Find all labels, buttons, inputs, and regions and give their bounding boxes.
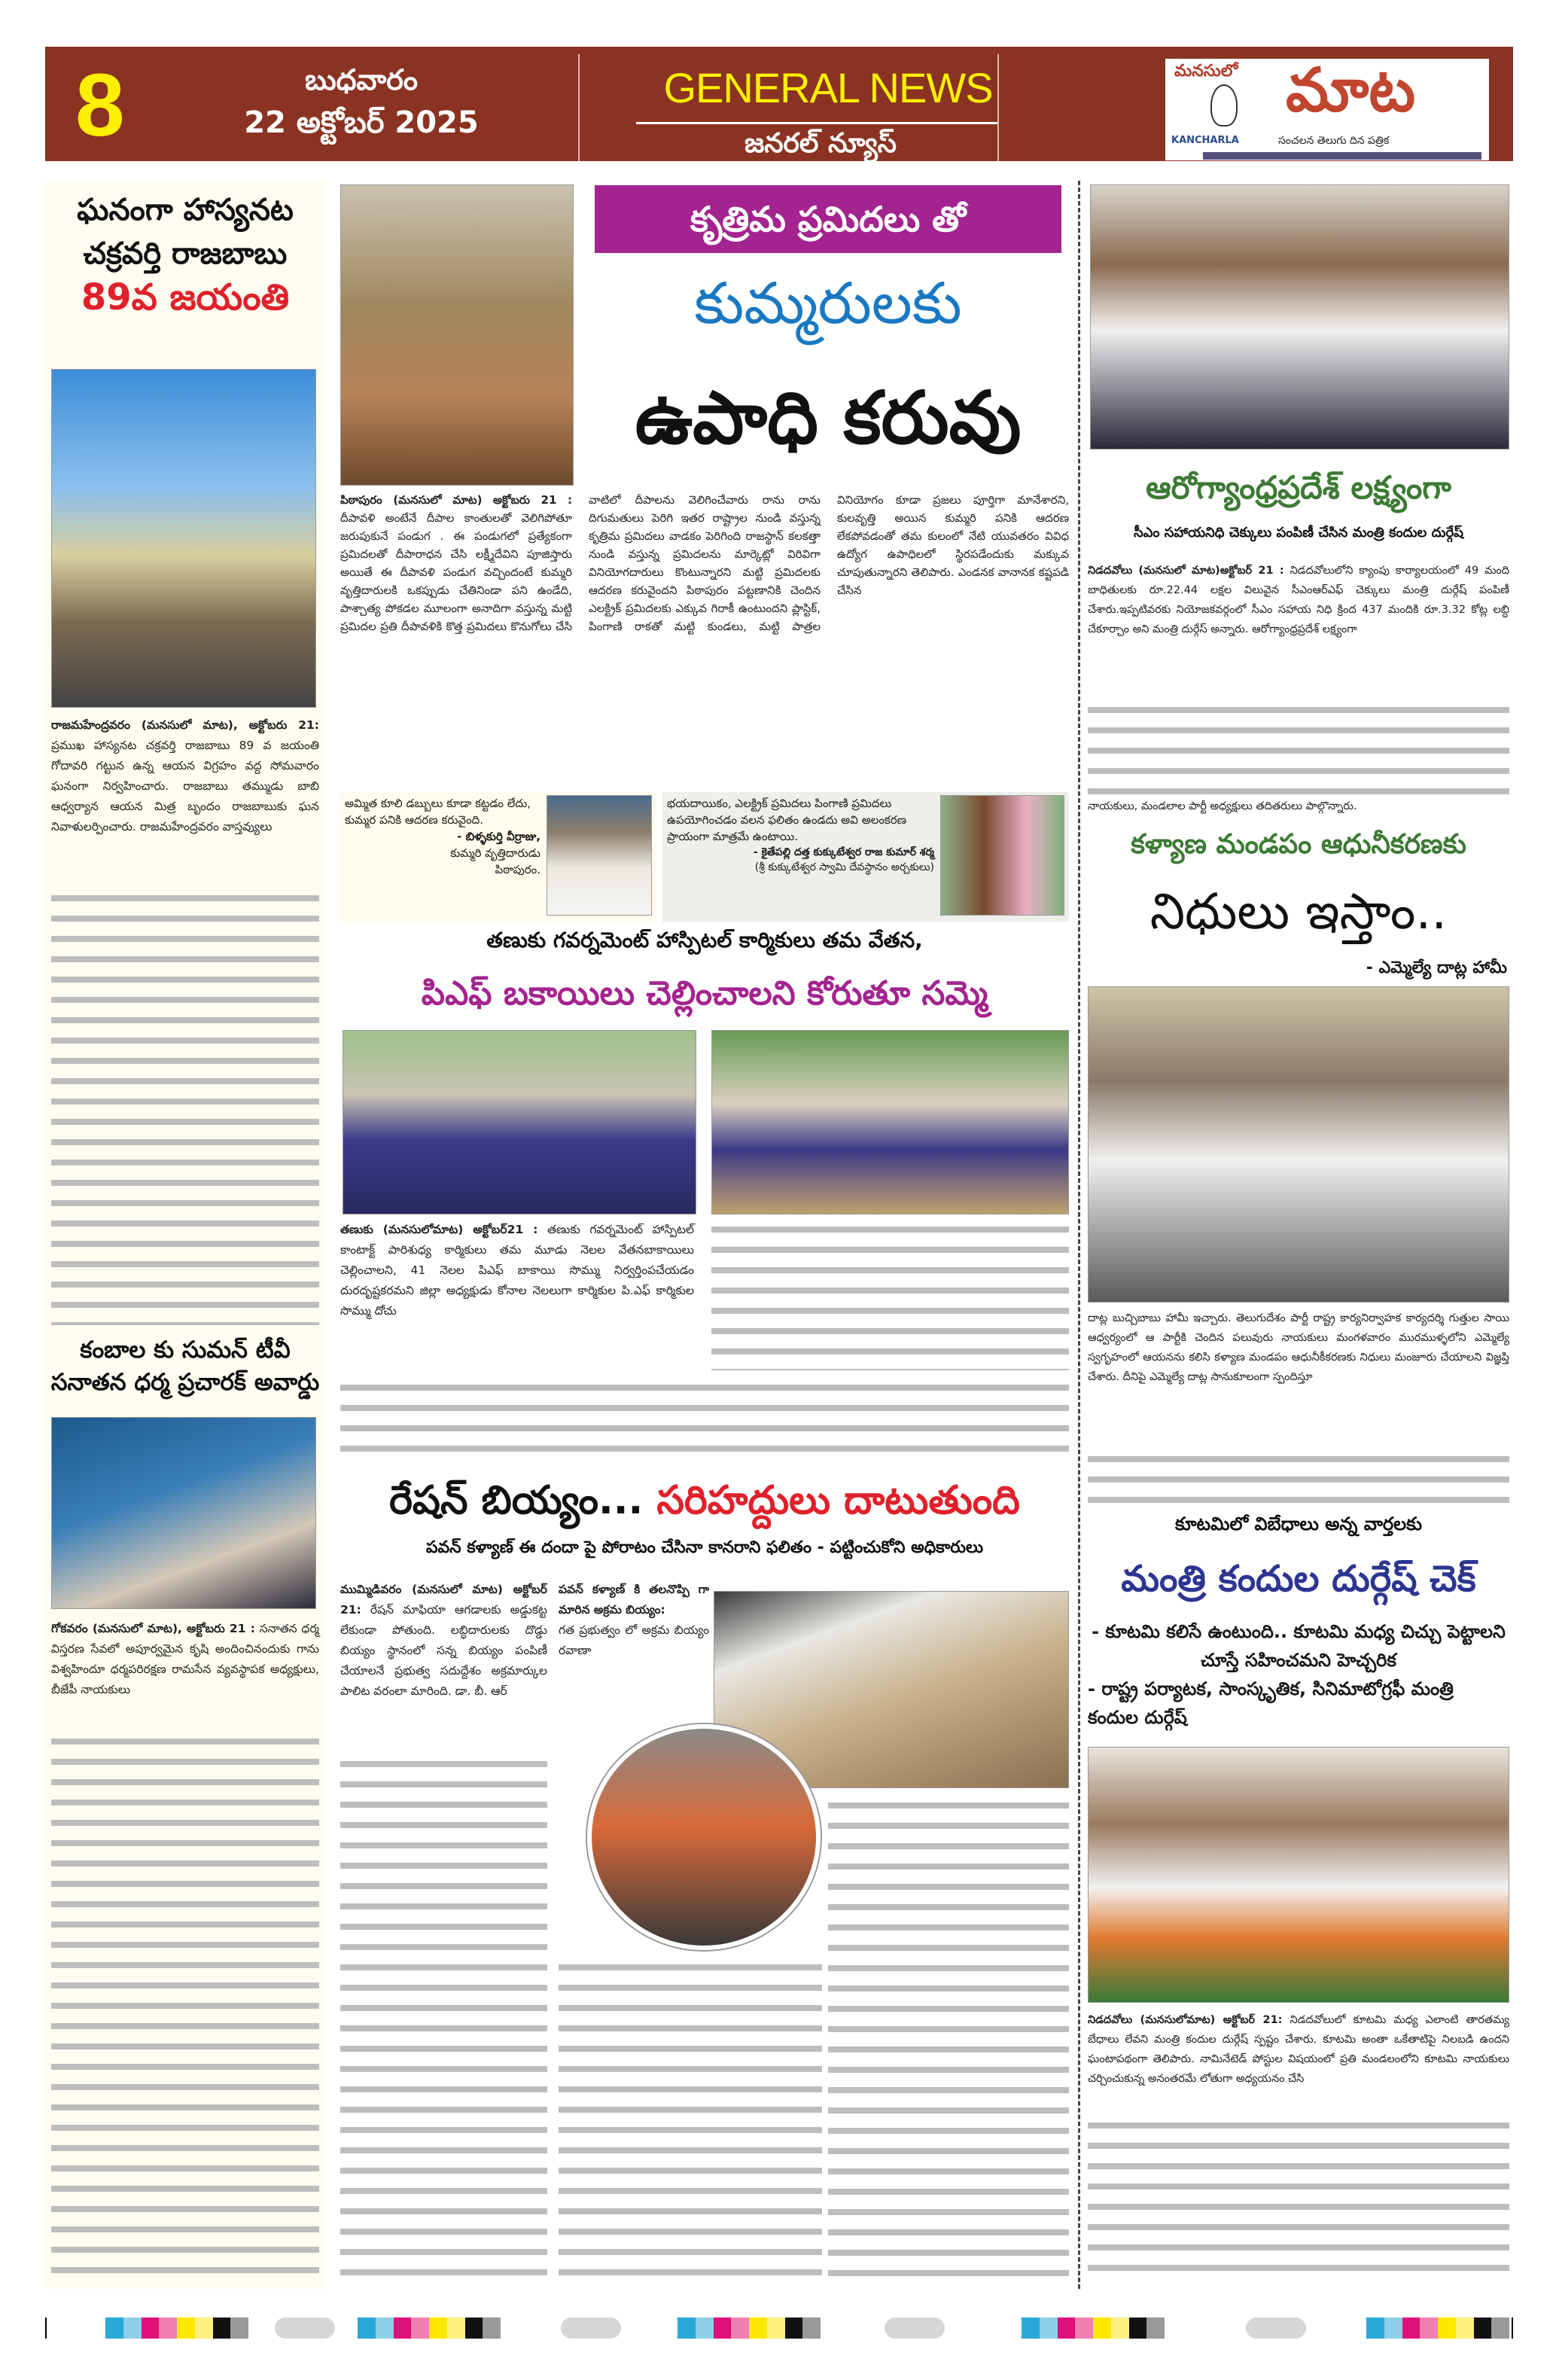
sidebar-box bbox=[559, 1580, 709, 1661]
body-text-continuation bbox=[340, 1378, 1069, 1461]
print-color-bars bbox=[45, 2318, 1513, 2339]
quote-box-potter bbox=[340, 792, 656, 922]
dateline: గోకవరం (మనసులో మాట), అక్టోబరు 21 : bbox=[51, 1622, 255, 1635]
masthead bbox=[45, 47, 1513, 161]
article-kambala bbox=[49, 1336, 321, 1397]
photo-rajababu-statue bbox=[51, 369, 316, 708]
article-body bbox=[51, 715, 319, 837]
article-body bbox=[51, 1619, 319, 1700]
article-body bbox=[1088, 561, 1509, 639]
body-text-continuation bbox=[559, 1958, 822, 2281]
color-swatch bbox=[1022, 2318, 1165, 2339]
body-text: ప్రముఖ హాస్యనట చక్రవర్తి రాజబాబు 89 వ జయంతి గోదావరి గట్టున ఉన్న ఆయన విగ్రహం వద్ద సోమవారం ఘనంగా నిర్వహించారు. రాజబాబు తమ్ముడు బాబి ఆధ్వర్యాన ఆయన మిత్ర బృందం రాజబాబుకు ఘన నివాళులర్పించారు. రాజమహేంద్రవరం వాస్తవ్యులు bbox=[51, 739, 319, 833]
issue-day: బుధవారం bbox=[304, 63, 419, 96]
dateline: తణుకు (మనసులోమాట) అక్టోబర్21 : bbox=[340, 1223, 538, 1236]
logo-main-text: మాట bbox=[1286, 55, 1416, 125]
logo-brand: KANCHARLA bbox=[1171, 135, 1239, 146]
column-rule bbox=[1078, 181, 1080, 2289]
dateline: ముమ్మిడివరం (మనసులో మాట) అక్టోబర్ 21: bbox=[340, 1583, 547, 1617]
dateline: పిఠాపురం (మనసులో మాట) అక్టోబరు 21 : bbox=[340, 493, 572, 507]
quote-name: - బిళ్ళకుర్తి వీర్రాజు, bbox=[457, 830, 540, 843]
body-text-continuation bbox=[51, 1732, 319, 2281]
color-swatch bbox=[358, 2318, 501, 2339]
crop-mark-icon bbox=[45, 2318, 47, 2339]
photo-award-ceremony bbox=[51, 1417, 316, 1609]
headline: ఆరోగ్యాంధ్రప్రదేశ్ లక్ష్యంగా bbox=[1146, 469, 1451, 506]
body-text-continuation bbox=[828, 1796, 1069, 2281]
dateline: రాజమహేంద్రవరం (మనసులో మాట), అక్టోబరు 21: bbox=[51, 718, 319, 732]
quote-name: - కైతేపల్లి దత్త కుక్కుటేశ్వర రాజ కుమార్ శర్మ bbox=[753, 846, 934, 858]
divider bbox=[997, 54, 999, 161]
body-text: రేషన్ మాఫియా ఆగడాలకు అడ్డుకట్ట లేకుండా పోతుంది. లబ్ధిదారులకు దొడ్డు బియ్యం స్థానంలో సన్న బియ్యం పంపిణీ చేయాలనే ప్రభుత్వ సదుద్దేశం అక్రమార్కుల పాలిట వరంలా మారింది. డా. బీ. ఆర్ bbox=[340, 1603, 547, 1698]
article-body bbox=[340, 491, 1069, 635]
issue-date: 22 అక్టోబర్ 2025 bbox=[244, 105, 479, 140]
headline: మంత్రి కందుల దుర్గేష్ చెక్ bbox=[1121, 1558, 1476, 1600]
body-text: నిడదవోలులో కూటమి మధ్య ఎలాంటి తారతమ్య బేధాలు లేవని మంత్రి కందుల దుర్గేష్ స్పష్టం చేశారు. కూటమి అంతా ఒకేతాటిపై నిలబడి ఉందని ఘంటాపథంగా తెలిపారు. నామినేటెడ్ పోస్టుల విషయంలో ప్రతి మండలంలోని కూటమి నాయకులు చర్చించుకున్న అనంతరమే లోతుగా అధ్యయనం చేసి bbox=[1088, 2014, 1510, 2085]
gray-chip bbox=[1246, 2318, 1306, 2339]
kicker: కళ్యాణ మండపం ఆధునీకరణకు bbox=[1131, 829, 1466, 860]
dateline: నిడదవోలు (మనసులోమాట) అక్టోబర్ 21: bbox=[1088, 2014, 1283, 2026]
article-body bbox=[1088, 2010, 1509, 2089]
divider bbox=[578, 54, 580, 161]
headline-part-red: సరిహద్దులు దాటుతుంది bbox=[656, 1478, 1020, 1523]
body-text-continuation bbox=[711, 1220, 1069, 1370]
article-body: దాట్ల బుచ్చిబాబు హామీ ఇచ్చారు. తెలుగుదేశం పార్టీ రాష్ట్ర కార్యనిర్వాహక కార్యదర్శి గుత్తుల సాయి ఆధ్వర్యంలో ఆ పార్టీకి చెందిన పలువురు నాయకులు మంగళవారం మురముళ్ళలోని ఎమ్మెల్యే స్వగృహంలో ఆయనను కలిసి కళ్యాణ మండపం ఆధునీకీకరణకు నిధులు మంజూరు చేయాలని విజ్ఞప్తి చేశారు. దీనిపై ఎమ్మెల్యే దాట్ల సానుకూలంగా స్పందిస్తూ bbox=[1088, 1312, 1509, 1383]
article-body bbox=[340, 1580, 547, 1702]
body-text-continuation bbox=[1088, 1449, 1509, 1506]
photo-clay-lamps bbox=[340, 184, 574, 486]
page-number: 8 bbox=[75, 56, 125, 155]
headline: ఘనంగా హాస్యనట bbox=[77, 193, 294, 227]
newspaper-logo bbox=[1165, 55, 1489, 160]
body-text-continuation bbox=[340, 1754, 547, 2281]
quote-place: పిఠాపురం. bbox=[495, 863, 540, 876]
byline: - ఎమ్మెల్యే దాట్ల హామీ bbox=[1366, 958, 1507, 977]
body-text: తణుకు గవర్నమెంట్ హాస్పిటల్ కాంటాక్ట్ పారిశుధ్య కార్మికులు తమ మూడు నెలల వేతనబాకాయిలు చెల్లించాలని, 41 నెలల పిఎఫ్ బాకాయి సొమ్ము నిర్వర్తింపచేయడం దురదృష్టకరమని జిల్లా అధ్యక్షుడు కోనాల నెలలుగా కార్మికుల పి.ఎఫ్ కార్మికుల సొమ్ము దోచు bbox=[340, 1223, 694, 1318]
side-body: గత ప్రభుత్వం లో అక్రమ బియ్యం రవాణా bbox=[559, 1623, 709, 1657]
section-title-te: జనరల్ న్యూస్ bbox=[744, 128, 897, 159]
gray-chip bbox=[275, 2318, 335, 2339]
section-title-en: GENERAL NEWS bbox=[663, 64, 993, 111]
headline-part-black: రేషన్ బియ్యం... bbox=[389, 1478, 644, 1523]
photo-priest bbox=[940, 795, 1064, 916]
photo-cheque-distribution bbox=[1090, 184, 1509, 449]
headline: కంబాల కు సుమన్ టీవీ bbox=[80, 1336, 291, 1364]
logo-small-text: మనసులో bbox=[1174, 62, 1238, 81]
body-text: నిడదవోలులోని క్యాంపు కార్యాలయంలో 49 మంది బాధితులకు రూ.22.44 లక్షల విలువైన సీఎంఆర్ఎఫ్ చెక్కులు మంత్రి దుర్గేష్ పంపిణీ చేశారు.ఇప్పటివరకు నియోజకవర్గంలో సీఎం సహాయ నిధి క్రింద 437 మందికి రూ.3.32 కోట్ల లబ్ధి చేకూర్చాం అని మంత్రి దుర్గేస్ అన్నారు. ఆరోగ్యాంధ్రప్రదేశ్ లక్ష్యంగా bbox=[1088, 565, 1510, 635]
color-swatch bbox=[105, 2318, 248, 2339]
article-body bbox=[340, 1220, 694, 1321]
headline: చక్రవర్తి రాజబాబు bbox=[83, 236, 288, 271]
body-text-continuation bbox=[51, 888, 319, 1325]
quote-role: కుమ్మరి వృత్తిదారుడు bbox=[450, 846, 540, 860]
subhead: సీఎం సహాయనిధి చెక్కులు పంపిణీ చేసిన మంత్రి కందుల దుర్గేష్ bbox=[1133, 525, 1464, 541]
photo-potter bbox=[547, 795, 652, 916]
quote-text-column bbox=[667, 795, 934, 919]
photo-mla-meeting bbox=[1088, 986, 1509, 1303]
gray-chip bbox=[885, 2318, 945, 2339]
photo-workers-protest bbox=[343, 1030, 696, 1214]
kicker: కూటమిలో విబేధాలు అన్న వార్తలకు bbox=[1175, 1513, 1422, 1534]
headline-sub: కుమ్మరులకు bbox=[694, 270, 962, 337]
headline-highlight: 89వ జయంతి bbox=[81, 276, 290, 318]
quote-text: అమ్మిత కూలి డబ్బులు కూడా కట్టడం లేదు, కుమ్మర పనికి ఆదరణ కరువైంది. bbox=[345, 797, 531, 827]
quote-box-priest bbox=[662, 792, 1069, 922]
headline: సనాతన ధర్మ ప్రచారక్ అవార్డు bbox=[50, 1369, 320, 1397]
quote-text-column bbox=[345, 795, 540, 919]
article-rajababu bbox=[49, 192, 321, 320]
closing-line: నాయకులు, మండలాల పార్టీ అధ్యక్షులు తదితరులు పాల్గొన్నారు. bbox=[1088, 800, 1357, 812]
color-swatch bbox=[1366, 2318, 1509, 2339]
bullet: - కూటమి కలిసే ఉంటుంది.. కూటమి మధ్య చిచ్చు పెట్టాలని చూస్తే సహించమని హెచ్చరిక bbox=[1092, 1621, 1506, 1671]
body-text-continuation bbox=[1088, 2116, 1509, 2281]
crop-mark-icon bbox=[1512, 2318, 1513, 2339]
color-swatch bbox=[678, 2318, 821, 2339]
dateline: నిడదవోలు (మనసులో మాట)అక్టోబర్ 21 : bbox=[1088, 565, 1284, 577]
quote-text: భయదాయికం, ఎలక్ట్రిక్ ప్రమిదలు పింగాణి ప్రమిదలు ఉపయోగించడం వలన ఫలితం ఉండదు అవి అలంకరణ ప్రాయంగా మాత్రమే ఉంటాయి. bbox=[667, 797, 907, 843]
headline-main: ఉపాధి కరువు bbox=[635, 376, 1022, 460]
photo-officials-circle bbox=[587, 1724, 821, 1950]
bullet: - రాష్ట్ర పర్యాటక, సాంస్కృతిక, సినిమాటోగ్రఫీ మంత్రి కందుల దుర్గేష్ bbox=[1088, 1678, 1454, 1728]
body-text: దీపావళి అంటేనే దీపాల కాంతులతో వెలిగిపోతూ జరుపుకునే పండుగ . ఈ పండుగలో ప్రత్యేకంగా ప్రమిదలతో దీపారాధన చేసి లక్ష్మీదేవిని పూజిస్తారు అయితే ఈ దీపావళి పండుగ వచ్చిందంటే కుమ్మరి వృత్తిదారులకి ఒకప్పుడు చేతినిండా పని ఉండేది, పాశ్చాత్య పోకడల మూలంగా అనాదిగా వస్తున్న మట్టి ప్రమిదల ప్రతి దీపావళికి కొత్త ప్రమిదలు కొనుగోలు చేసి వాటిలో దీపాలను వెలిగించేవారు రాను రాను దిగుమతులు పెరిగి ఇతర రాష్ట్రాల నుండి వస్తున్న కృత్రిమ ప్రమిదలు వాడకం పెరిగింది రాజస్థాన్ కలకత్తా నుండి వస్తున్న ప్రమిదలను మార్కెట్లో విరివిగా వినియోగదారులు కొంటున్నారని మట్టి ప్రమిదలకు ఆదరణ కరువైందని పిఠాపురం పట్టణానికి చెందిన ఎలక్ట్రిక్ ప్రమిదలకు ఎక్కువ గిరాకీ ఉంటుందని ప్లాస్టిక్, పింగాణి రాకతో మట్టి కుండలు, మట్టి పాత్రల వినియోగం కూడా ప్రజలు పూర్తిగా మానేశారని, కులవృత్తి అయిన కుమ్మరి పనికి ఆదరణ లేకపోవడంతో తమ కులంలో నేటి యువతరం వివిధ ఉద్యోగ ఉపాధిలలో స్థిరపడేందుకు మక్కువ చూపుతున్నారని తెలిపారు. ఎండనక వానానక కష్టపడి చేసిన bbox=[340, 493, 1069, 633]
side-heading: పవన్ కళ్యాణ్ కి తలనొప్పి గా మారిన అక్రమ బియ్యం: bbox=[559, 1583, 709, 1617]
body-text: సనాతన ధర్మ విస్తరణ సేవలో అపూర్వమైన కృషి అందించినందుకు గాను విశ్వహిందూ ధర్మపరిరక్షణ రామసేన వ్యవస్థాపక అధ్యక్షులు, బీజేపీ నాయకులు bbox=[51, 1622, 320, 1696]
divider bbox=[636, 122, 997, 124]
quote-role: (శ్రీ కుక్కుటేశ్వర స్వామి దేవస్థానం అర్చకులు) bbox=[754, 861, 934, 873]
photo-workers-sitting bbox=[711, 1030, 1069, 1214]
headline bbox=[340, 1468, 1069, 1533]
body-text-continuation bbox=[1088, 700, 1509, 794]
photo-minister-meeting bbox=[1088, 1747, 1509, 2003]
subhead: పవన్ కళ్యాణ్ ఈ దందా పై పోరాటం చేసినా కానరాని ఫలితం - పట్టించుకోని అధికారులు bbox=[425, 1538, 984, 1557]
headline: పిఎఫ్ బకాయిలు చెల్లించాలని కోరుతూ సమ్మె bbox=[421, 974, 988, 1013]
logo-bar bbox=[1203, 152, 1481, 160]
founder-portrait-icon bbox=[1210, 84, 1238, 126]
headline: నిధులు ఇస్తాం.. bbox=[1149, 882, 1448, 940]
kicker: తణుకు గవర్నమెంట్ హాస్పిటల్ కార్మికులు తమ వేతన, bbox=[486, 928, 923, 952]
logo-tagline: సంచలన తెలుగు దిన పత్రిక bbox=[1278, 135, 1390, 147]
bullet-list bbox=[1088, 1617, 1509, 1732]
kicker-banner: కృత్రిమ ప్రమిదలు తో bbox=[595, 185, 1061, 253]
gray-chip bbox=[561, 2318, 621, 2339]
